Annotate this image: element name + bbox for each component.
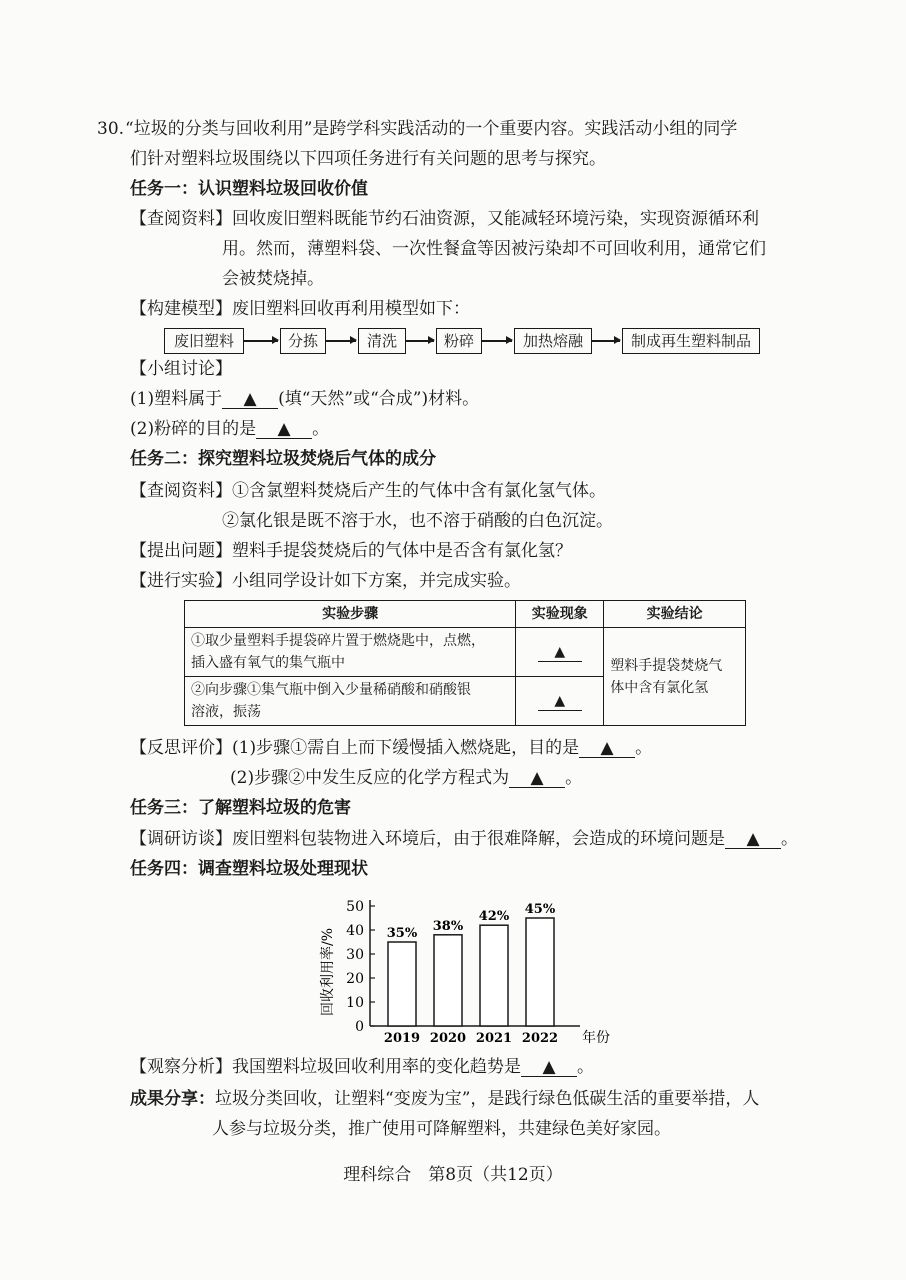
task2-ref-line2: ②氯化银是既不溶于水，也不溶于硝酸的白色沉淀。 [222, 511, 613, 531]
answer-blank: ▲ [725, 830, 781, 849]
task2-reflect2: (2)步骤②中发生反应的化学方程式为 ▲ 。 [230, 768, 583, 788]
phenomenon1-cell [516, 628, 604, 677]
recycling-rate-bar-chart [310, 890, 630, 1050]
bar [526, 918, 554, 1026]
task2-reflect1: 【反思评价】(1)步骤①需自上而下缓慢插入燃烧匙，目的是 ▲ 。 [130, 738, 653, 758]
answer-blank: ▲ [521, 1058, 577, 1077]
answer-blank: ▲ [579, 739, 635, 758]
answer-blank: ▲ [256, 420, 312, 439]
task1-ref-line2: 用。然而，薄塑料袋、一次性餐盒等因被污染却不可回收利用，通常它们 [222, 239, 766, 259]
y-tick-label: 10 [346, 995, 364, 1011]
task4-observe-line: 【观察分析】我国塑料垃圾回收利用率的变化趋势是 ▲ 。 [130, 1057, 594, 1077]
header-phenomenon: 实验现象 [516, 601, 604, 628]
answer-blank: ▲ [538, 643, 582, 662]
flow-step-recycled-product: 制成再生塑料制品 [622, 328, 760, 354]
task1-q1: (1)塑料属于 ▲ (填“天然”或“合成”)材料。 [130, 389, 480, 409]
y-tick-label: 50 [346, 899, 364, 915]
flow-step-wash: 清洗 [358, 328, 406, 354]
bar-data-label: 42% [478, 909, 510, 925]
answer-blank: ▲ [509, 769, 565, 788]
bar [388, 942, 416, 1026]
chart-ylabel: 回收利用率/% [320, 927, 336, 1017]
x-axis-label: 年份 [582, 1030, 610, 1046]
flow-arrow [482, 340, 512, 342]
bar-data-label: 38% [432, 918, 464, 934]
task1-discuss-label: 【小组讨论】 [130, 359, 232, 379]
step2-cell: ②向步骤①集气瓶中倒入少量稀硝酸和硝酸银 溶液，振荡 [185, 677, 516, 726]
flow-arrow [406, 340, 434, 342]
task2-ref-label: 【查阅资料】 [130, 481, 232, 501]
flow-step-crush: 粉碎 [436, 328, 482, 354]
result-line1: 成果分享：垃圾分类回收，让塑料“变废为宝”，是践行绿色低碳生活的重要举措，人 [130, 1089, 760, 1109]
table-header-row [185, 601, 746, 628]
answer-blank: ▲ [222, 390, 278, 409]
flow-arrow [244, 340, 278, 342]
conclusion-cell: 塑料手提袋焚烧气 体中含有氯化氢 [604, 628, 746, 726]
y-tick-label: 30 [346, 947, 364, 963]
y-tick-label: 0 [355, 1019, 364, 1035]
table-row [185, 628, 746, 677]
task1-title: 任务一：认识塑料垃圾回收价值 [130, 179, 368, 199]
flow-step-heat-melt: 加热熔融 [514, 328, 592, 354]
task2-ref-line1: 【查阅资料】①含氯塑料焚烧后产生的气体中含有氯化氢气体。 [130, 481, 606, 501]
task3-title: 任务三：了解塑料垃圾的危害 [130, 798, 351, 818]
question-intro-line2: 们针对塑料垃圾围绕以下四项任务进行有关问题的思考与探究。 [130, 149, 606, 169]
task1-ref-label: 【查阅资料】 [130, 209, 232, 229]
task4-observe-label: 【观察分析】 [130, 1057, 232, 1077]
task4-title: 任务四：调查塑料垃圾处理现状 [130, 859, 368, 879]
x-tick-label: 2022 [521, 1031, 559, 1046]
flow-arrow [592, 340, 620, 342]
phenomenon2-cell [516, 677, 604, 726]
y-tick-label: 40 [346, 923, 364, 939]
page-footer: 理科综合 第8页（共12页） [343, 1165, 563, 1185]
flow-step-sort: 分拣 [280, 328, 326, 354]
task1-q2: (2)粉碎的目的是 ▲ 。 [130, 419, 330, 439]
task2-exp-label: 【进行实验】 [130, 571, 232, 591]
task1-ref-line1: 【查阅资料】回收废旧塑料既能节约石油资源，又能减轻环境污染，实现资源循环利 [130, 209, 759, 229]
result-line2: 人参与垃圾分类，推广使用可降解塑料，共建绿色美好家园。 [212, 1119, 671, 1139]
task2-question-line: 【提出问题】塑料手提袋焚烧后的气体中是否含有氯化氢？ [130, 541, 572, 561]
task2-reflect-label: 【反思评价】 [130, 738, 232, 758]
answer-blank: ▲ [538, 692, 582, 711]
task2-title: 任务二：探究塑料垃圾焚烧后气体的成分 [130, 449, 436, 469]
task2-exp-line: 【进行实验】小组同学设计如下方案，并完成实验。 [130, 571, 521, 591]
question-number: 30. [97, 119, 125, 139]
bar [434, 935, 462, 1026]
result-label: 成果分享： [130, 1089, 215, 1109]
flow-arrow [326, 340, 356, 342]
bar [480, 925, 508, 1026]
task1-model-line: 【构建模型】废旧塑料回收再利用模型如下： [130, 299, 470, 319]
bar-data-label: 45% [524, 902, 556, 917]
task3-label: 【调研访谈】 [130, 829, 232, 849]
question-intro-line1: “垃圾的分类与回收利用”是跨学科实践活动的一个重要内容。实践活动小组的同学 [125, 119, 738, 139]
x-tick-label: 2020 [429, 1031, 467, 1046]
task1-ref-line3: 会被焚烧掉。 [222, 269, 324, 289]
experiment-table [184, 600, 746, 726]
task2-question-label: 【提出问题】 [130, 541, 232, 561]
bar-data-label: 35% [386, 926, 418, 941]
header-steps: 实验步骤 [185, 601, 516, 628]
flow-step-waste-plastic: 废旧塑料 [164, 328, 244, 354]
task3-line: 【调研访谈】废旧塑料包装物进入环境后，由于很难降解，会造成的环境问题是 ▲ 。 [130, 829, 798, 849]
x-tick-label: 2021 [475, 1031, 513, 1046]
task1-model-label: 【构建模型】 [130, 299, 232, 319]
header-conclusion: 实验结论 [604, 601, 746, 628]
step1-cell: ①取少量塑料手提袋碎片置于燃烧匙中，点燃， 插入盛有氧气的集气瓶中 [185, 628, 516, 677]
y-tick-label: 20 [346, 971, 364, 987]
x-tick-label: 2019 [383, 1031, 421, 1046]
